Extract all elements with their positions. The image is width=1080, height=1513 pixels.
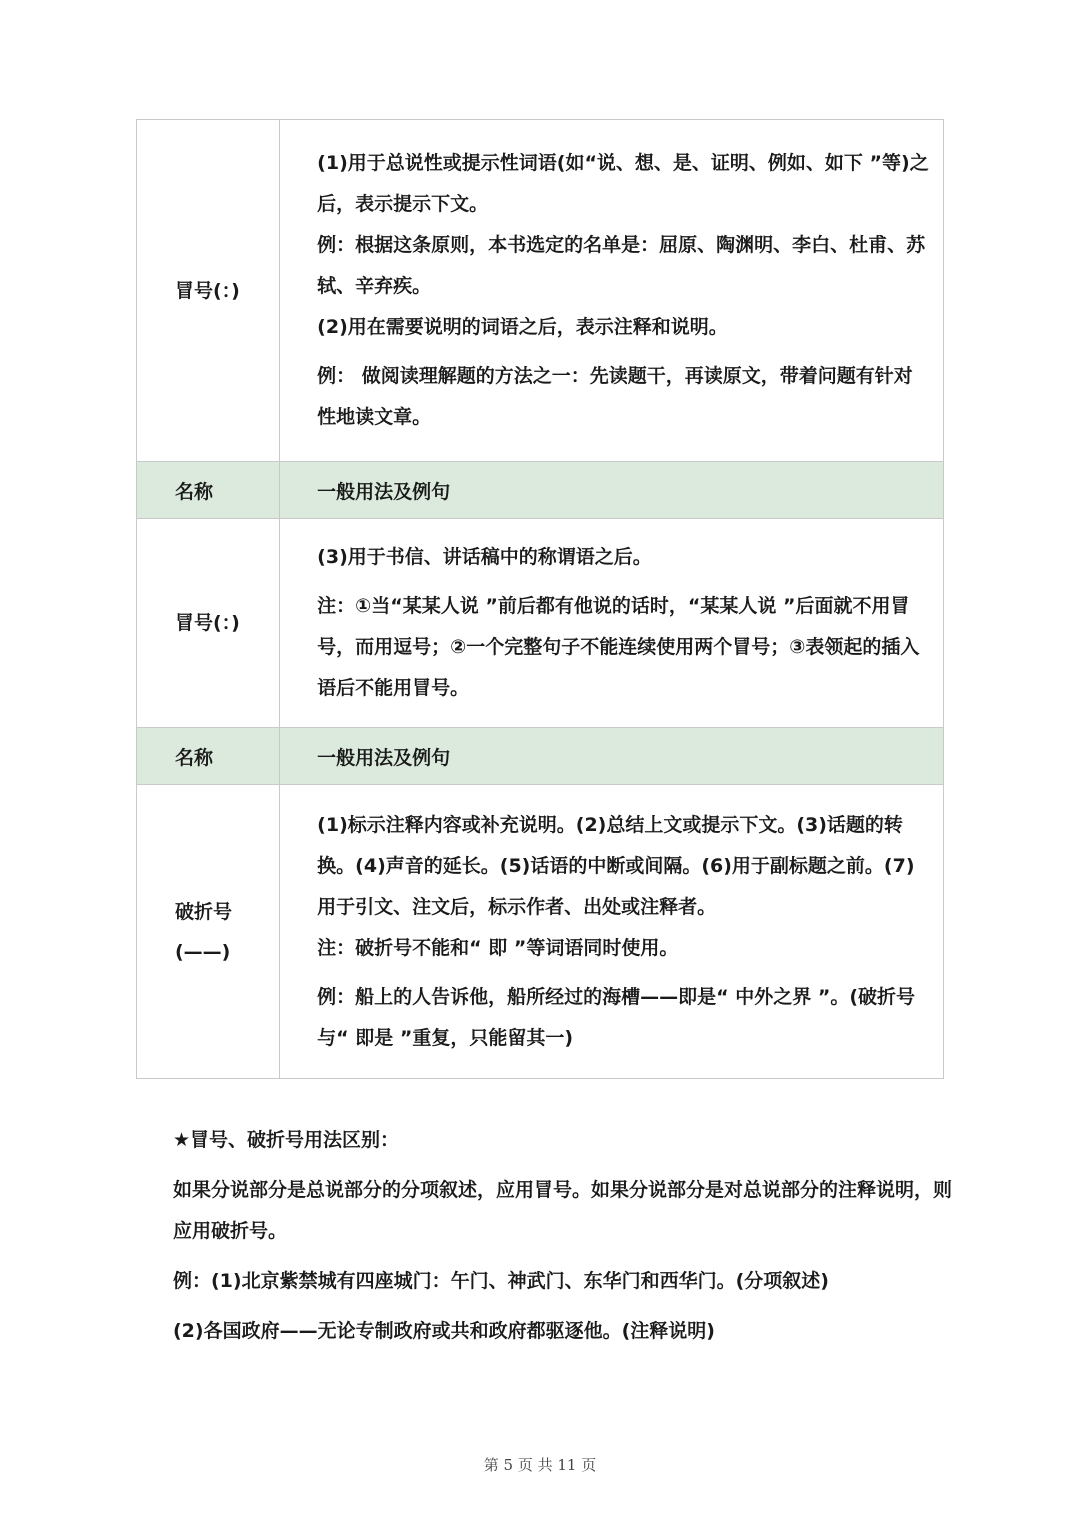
note-line: 注：破折号不能和“ 即 ”等词语同时使用。 xyxy=(317,936,679,959)
header-name: 名称 xyxy=(137,728,280,785)
section-example-2: (2)各国政府——无论专制政府或共和政府都驱逐他。(注释说明) xyxy=(173,1320,715,1342)
row-name-cell xyxy=(137,785,280,1079)
table-row-colon-2 xyxy=(137,519,944,728)
example-line: 例：船上的人告诉他，船所经过的海槽——即是“ 中外之界 ”。(破折号与“ 即是 ”重复，只能留其一) xyxy=(317,985,916,1049)
usage-line: (2)用在需要说明的词语之后，表示注释和说明。 xyxy=(317,316,728,338)
section-title: ★冒号、破折号用法区别： xyxy=(173,1129,400,1151)
page-number: 第 5 页 共 11 页 xyxy=(483,1456,597,1474)
row-name: 冒号(：) xyxy=(175,612,240,634)
row-name: 破折号 xyxy=(175,900,233,923)
row-name: 冒号(：) xyxy=(175,279,240,302)
row-name-symbol: (——) xyxy=(175,940,231,963)
section-paragraph: 如果分说部分是总说部分的分项叙述，应用冒号。如果分说部分是对总说部分的注释说明，则应用破折号。 xyxy=(173,1179,953,1242)
header-usage: 一般用法及例句 xyxy=(280,728,944,785)
table-header-row xyxy=(137,462,944,519)
punctuation-table xyxy=(136,119,944,1079)
table-row-dash xyxy=(137,785,944,1079)
table-header-row xyxy=(137,728,944,785)
example-line: 例： 做阅读理解题的方法之一：先读题干，再读原文，带着问题有针对性地读文章。 xyxy=(317,365,913,428)
usage-line: (1)标示注释内容或补充说明。(2)总结上文或提示下文。(3)话题的转换。(4)声音的延长。(5)话语的中断或间隔。(6)用于副标题之前。(7)用于引文、注文后，标示作者、出处或注释者。 xyxy=(317,813,915,918)
note-line: 注：①当“某某人说 ”前后都有他说的话时，“某某人说 ”后面就不用冒号，而用逗号；②一个完整句子不能连续使用两个冒号；③表领起的插入语后不能用冒号。 xyxy=(317,595,920,699)
section-example-1: 例：(1)北京紫禁城有四座城门：午门、神武门、东华门和西华门。(分项叙述) xyxy=(173,1270,829,1292)
table-row-colon-1 xyxy=(137,120,944,462)
row-usage-cell xyxy=(280,785,944,1079)
row-name-cell xyxy=(137,120,280,462)
header-usage: 一般用法及例句 xyxy=(280,462,944,519)
header-name: 名称 xyxy=(137,462,280,519)
row-usage-cell xyxy=(280,519,944,728)
difference-section xyxy=(173,1120,953,1352)
row-usage-cell xyxy=(280,120,944,462)
usage-line: (3)用于书信、讲话稿中的称谓语之后。 xyxy=(317,546,652,568)
example-line: 例：根据这条原则，本书选定的名单是：屈原、陶渊明、李白、杜甫、苏轼、辛弃疾。 xyxy=(317,234,926,297)
row-name-cell xyxy=(137,519,280,728)
usage-line: (1)用于总说性或提示性词语(如“说、想、是、证明、例如、如下 ”等)之后，表示提示下文。 xyxy=(317,152,929,215)
